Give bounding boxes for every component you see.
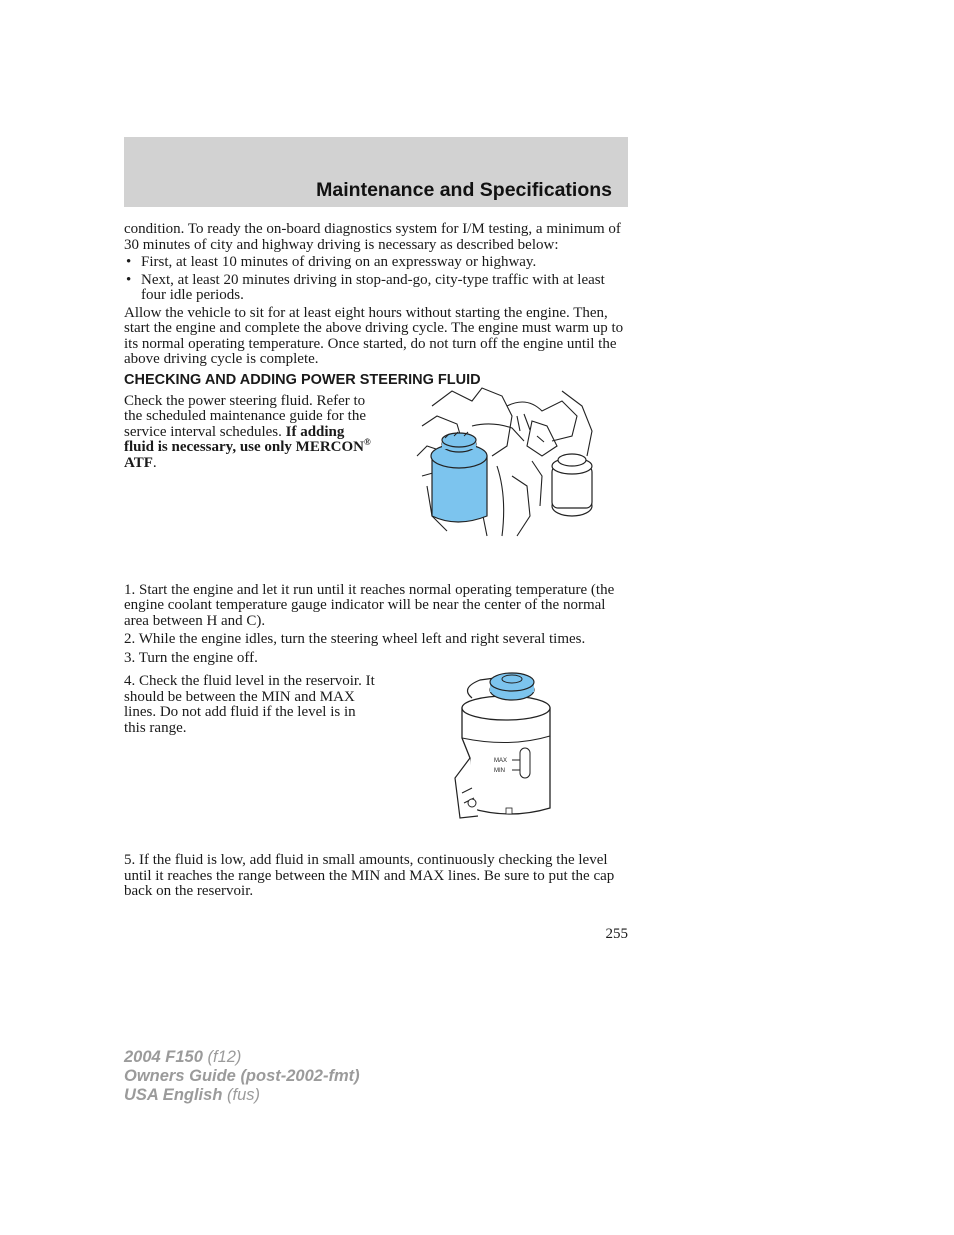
step-4: 4. Check the fluid level in the reservoir. It should be between the MIN and MAX lines. Do not add fluid if the level is in this range.: [124, 673, 375, 736]
step-3: 3. Turn the engine off.: [124, 649, 258, 666]
check-warning-end: ATF: [124, 454, 153, 471]
intro-paragraph-2: Allow the vehicle to sit for at least eight hours without starting the engine. Then, start the engine and complete the above driving cycle. The engine must warm up to its normal operating temperature. Once started, do not turn off the engine until the above driving cycle is complete.: [124, 304, 624, 367]
page-content: [124, 222, 628, 900]
footer-line-1: [124, 1048, 360, 1067]
footer-model: 2004 F150: [124, 1048, 203, 1066]
check-fluid-row: [124, 394, 628, 580]
footer: [124, 1048, 360, 1105]
footer-language-code: (fus): [227, 1086, 260, 1104]
min-label: MIN: [494, 768, 505, 774]
bullet-list: [124, 255, 628, 304]
check-fluid-text: [124, 394, 376, 472]
footer-language: USA English: [124, 1086, 223, 1104]
header-band: [124, 137, 628, 207]
bullet-item: • First, at least 10 minutes of driving on an expressway or highway.: [124, 255, 628, 271]
check-text: Check the power steering fluid. Refer to the scheduled maintenance guide for the service interval schedules.: [124, 392, 366, 440]
footer-line-2: [124, 1067, 360, 1086]
page-number: 255: [605, 926, 628, 942]
check-end: .: [152, 454, 157, 471]
max-label: MAX: [494, 758, 508, 764]
reservoir-illustration: [450, 668, 580, 828]
check-level-row: [124, 674, 628, 850]
footer-model-code: (f12): [207, 1048, 242, 1066]
section-heading: CHECKING AND ADDING POWER STEERING FLUID: [124, 371, 481, 388]
step-5: 5. If the fluid is low, add fluid in small amounts, continuously checking the level until it reaches the range between the MIN and MAX lines. Be sure to put the cap back on the reservoir.: [124, 852, 615, 899]
engine-compartment-illustration: [412, 386, 597, 546]
bullet-item: • Next, at least 20 minutes driving in stop-and-go, city-type traffic with at least four idle periods.: [124, 273, 628, 304]
footer-line-3: [124, 1086, 360, 1105]
registered-mark: ®: [364, 437, 371, 447]
check-warning-text: If adding fluid is necessary, use only MERCON: [124, 423, 365, 455]
step-2: 2. While the engine idles, turn the steering wheel left and right several times.: [124, 631, 586, 647]
intro-paragraph: condition. To ready the on-board diagnostics system for I/M testing, a minimum of 30 minutes of city and highway driving is necessary as described below:: [124, 221, 621, 253]
section-title: Maintenance and Specifications: [316, 179, 612, 201]
step-1: 1. Start the engine and let it run until it reaches normal operating temperature (the engine coolant temperature gauge indicator will be near the center of the normal area between H and C).: [124, 581, 615, 629]
footer-guide: Owners Guide (post-2002-fmt): [124, 1067, 360, 1085]
